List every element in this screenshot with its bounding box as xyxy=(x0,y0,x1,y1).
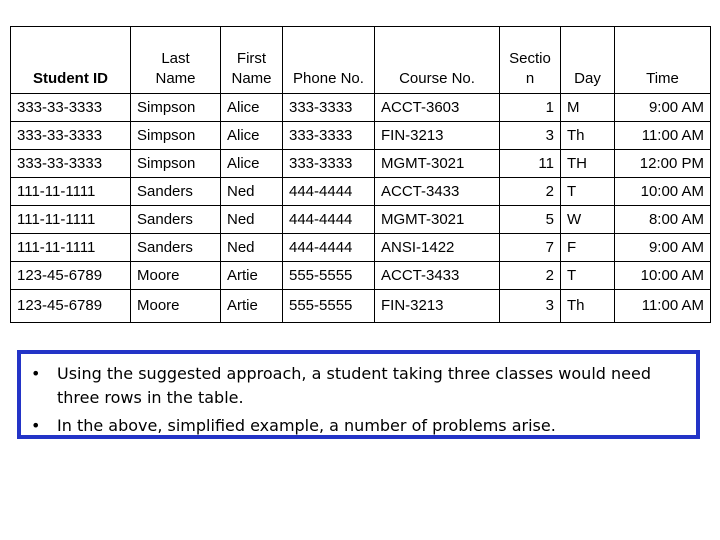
cell-phone: 333-3333 xyxy=(283,122,375,150)
cell-course: ANSI-1422 xyxy=(375,234,500,262)
cell-day: T xyxy=(561,178,615,206)
header-last-name xyxy=(131,27,221,94)
cell-day: M xyxy=(561,94,615,122)
cell-section: 11 xyxy=(500,150,561,178)
cell-time: 12:00 PM xyxy=(615,150,711,178)
cell-first-name: Ned xyxy=(221,234,283,262)
list-item xyxy=(31,414,686,438)
cell-time: 10:00 AM xyxy=(615,262,711,290)
cell-phone: 444-4444 xyxy=(283,178,375,206)
cell-time: 11:00 AM xyxy=(615,290,711,323)
cell-phone: 333-3333 xyxy=(283,150,375,178)
cell-last-name: Moore xyxy=(131,262,221,290)
cell-last-name: Simpson xyxy=(131,94,221,122)
cell-day: Th xyxy=(561,122,615,150)
cell-last-name: Moore xyxy=(131,290,221,323)
cell-day: T xyxy=(561,262,615,290)
cell-student-id: 123-45-6789 xyxy=(11,262,131,290)
cell-first-name: Artie xyxy=(221,290,283,323)
cell-first-name: Alice xyxy=(221,122,283,150)
table-row xyxy=(11,122,711,150)
list-item xyxy=(31,362,686,410)
cell-last-name: Simpson xyxy=(131,122,221,150)
cell-phone: 444-4444 xyxy=(283,206,375,234)
cell-phone: 333-3333 xyxy=(283,94,375,122)
cell-time: 9:00 AM xyxy=(615,234,711,262)
cell-student-id: 333-33-3333 xyxy=(11,150,131,178)
cell-course: FIN-3213 xyxy=(375,290,500,323)
header-day: Day xyxy=(561,27,615,94)
cell-phone: 555-5555 xyxy=(283,290,375,323)
table-row xyxy=(11,178,711,206)
header-student-id: Student ID xyxy=(11,27,131,94)
cell-student-id: 111-11-1111 xyxy=(11,206,131,234)
header-section-label: Sectio n xyxy=(509,50,551,87)
cell-student-id: 333-33-3333 xyxy=(11,94,131,122)
note-text: In the above, simplified example, a number of problems arise. xyxy=(57,416,556,435)
cell-day: Th xyxy=(561,290,615,323)
cell-time: 10:00 AM xyxy=(615,178,711,206)
notes-callout-box xyxy=(17,350,700,439)
table-row xyxy=(11,290,711,323)
cell-first-name: Ned xyxy=(221,178,283,206)
cell-student-id: 111-11-1111 xyxy=(11,234,131,262)
enrollment-table xyxy=(10,26,711,323)
bullet-dot-icon: • xyxy=(31,416,41,435)
cell-day: TH xyxy=(561,150,615,178)
cell-time: 8:00 AM xyxy=(615,206,711,234)
cell-section: 5 xyxy=(500,206,561,234)
cell-section: 2 xyxy=(500,178,561,206)
cell-section: 1 xyxy=(500,94,561,122)
cell-course: ACCT-3433 xyxy=(375,178,500,206)
cell-time: 11:00 AM xyxy=(615,122,711,150)
cell-last-name: Simpson xyxy=(131,150,221,178)
cell-last-name: Sanders xyxy=(131,234,221,262)
header-first-name-label: First Name xyxy=(231,50,272,87)
table-row xyxy=(11,206,711,234)
cell-course: FIN-3213 xyxy=(375,122,500,150)
cell-last-name: Sanders xyxy=(131,178,221,206)
cell-phone: 555-5555 xyxy=(283,262,375,290)
header-course-no: Course No. xyxy=(375,27,500,94)
header-section xyxy=(500,27,561,94)
cell-course: MGMT-3021 xyxy=(375,150,500,178)
header-first-name xyxy=(221,27,283,94)
cell-day: W xyxy=(561,206,615,234)
cell-course: ACCT-3603 xyxy=(375,94,500,122)
cell-course: ACCT-3433 xyxy=(375,262,500,290)
header-last-name-label: Last Name xyxy=(155,50,196,87)
table-row xyxy=(11,262,711,290)
cell-section: 7 xyxy=(500,234,561,262)
table-row xyxy=(11,234,711,262)
cell-student-id: 333-33-3333 xyxy=(11,122,131,150)
cell-first-name: Alice xyxy=(221,150,283,178)
cell-time: 9:00 AM xyxy=(615,94,711,122)
cell-first-name: Alice xyxy=(221,94,283,122)
table-row xyxy=(11,94,711,122)
table-row xyxy=(11,150,711,178)
header-phone-no: Phone No. xyxy=(283,27,375,94)
cell-student-id: 123-45-6789 xyxy=(11,290,131,323)
cell-phone: 444-4444 xyxy=(283,234,375,262)
cell-course: MGMT-3021 xyxy=(375,206,500,234)
cell-last-name: Sanders xyxy=(131,206,221,234)
cell-section: 2 xyxy=(500,262,561,290)
header-time: Time xyxy=(615,27,711,94)
table-header-row xyxy=(11,27,711,94)
cell-student-id: 111-11-1111 xyxy=(11,178,131,206)
cell-section: 3 xyxy=(500,290,561,323)
bullet-dot-icon: • xyxy=(31,364,41,383)
cell-section: 3 xyxy=(500,122,561,150)
cell-first-name: Artie xyxy=(221,262,283,290)
cell-day: F xyxy=(561,234,615,262)
note-text: Using the suggested approach, a student taking three classes would need three rows in the table. xyxy=(57,364,651,407)
cell-first-name: Ned xyxy=(221,206,283,234)
